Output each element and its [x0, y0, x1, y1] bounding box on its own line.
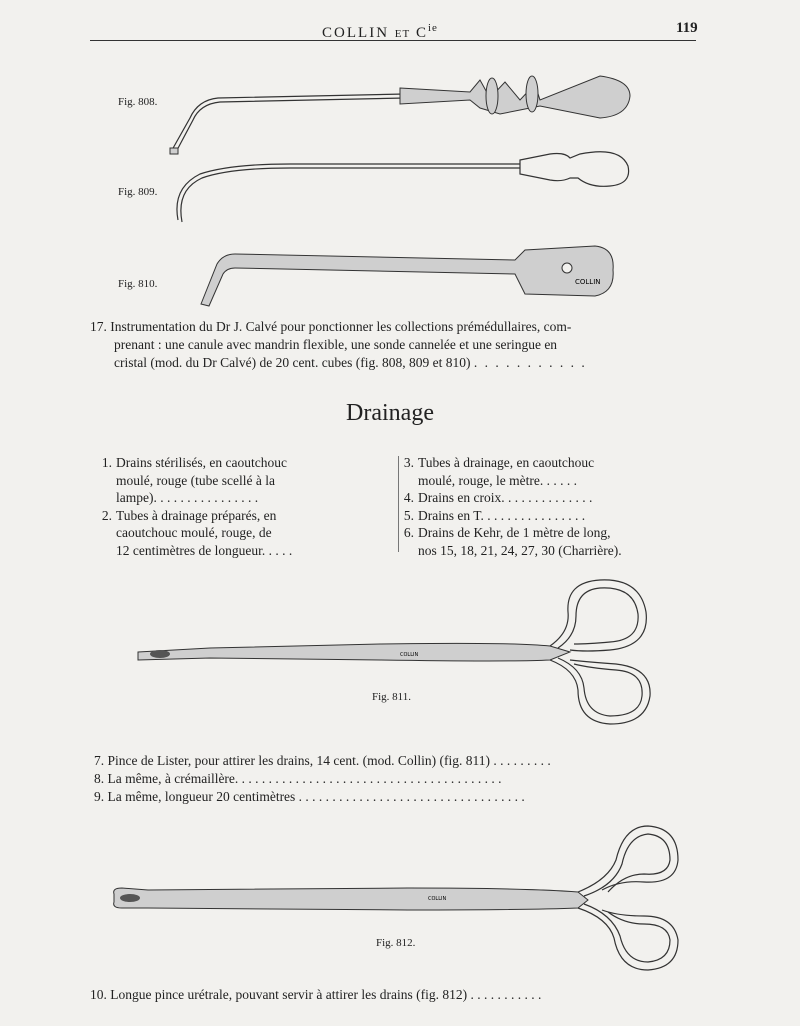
- item-17-leader: . . . . . . . . . . .: [473, 355, 587, 370]
- fig-811-engraving: COLLIN: [400, 652, 419, 658]
- fig-811-lister-forceps-illustration: [130, 572, 670, 742]
- item-text-line: Drains stérilisés, en caoutchouc: [116, 455, 287, 470]
- item-17-line-3-text: cristal (mod. du Dr Calvé) de 20 cent. cubes (fig. 808, 809 et 810): [114, 355, 471, 370]
- list-item: [392, 524, 682, 559]
- item-text-line: moulé, rouge, le mètre. . . . . .: [418, 472, 577, 488]
- list-item: [392, 489, 682, 507]
- list-item: [392, 454, 682, 489]
- item-text: [116, 507, 352, 560]
- fig-810-label: Fig. 810.: [118, 278, 158, 290]
- item-text: [418, 507, 682, 525]
- item-text-line: Drains de Kehr, de 1 mètre de long,: [418, 525, 611, 540]
- fig-810-engraving: COLLIN: [575, 278, 601, 286]
- fig-809-label: Fig. 809.: [118, 186, 158, 198]
- item-7: 7. Pince de Lister, pour attirer les drains, 14 cent. (mod. Collin) (fig. 811) . . . . . . . . .: [94, 753, 551, 768]
- item-9: 9. La même, longueur 20 centimètres . . . . . . . . . . . . . . . . . . . . . . . . . . . . . . . . . .: [94, 789, 525, 804]
- item-17-line-1: 17. Instrumentation du Dr J. Calvé pour ponctionner les collections prémédullaires, com-: [90, 319, 572, 334]
- section-title: Drainage: [346, 400, 434, 426]
- item-text-line: lampe). . . . . . . . . . . . . . . .: [116, 490, 259, 505]
- item-text-line: nos 15, 18, 21, 24, 27, 30 (Charrière).: [418, 542, 622, 558]
- item-text-line: 12 centimètres de longueur. . . . .: [116, 542, 293, 558]
- item-number: 3.: [403, 455, 414, 470]
- fig-812-engraving: COLLIN: [428, 896, 447, 902]
- header-title-sup: ie: [428, 22, 438, 34]
- item-text: [418, 524, 682, 559]
- header-title-left: COLLIN: [322, 25, 390, 41]
- item-17-line-2: prenant : une canule avec mandrin flexible, une sonde cannelée et une seringue en: [114, 337, 558, 352]
- item-17-line-3: [114, 354, 587, 372]
- fig-810-mandrin-illustration: [195, 240, 625, 310]
- item-number: 5.: [403, 507, 414, 523]
- item-text-line: Drains en croix. . . . . . . . . . . . . .: [418, 490, 593, 505]
- item-number: 2.: [101, 507, 112, 523]
- item-number: 6.: [403, 525, 414, 540]
- running-header: [0, 22, 760, 42]
- header-rule: [90, 40, 696, 41]
- item-text-line: Tubes à drainage préparés, en: [116, 507, 277, 523]
- fig-808-canula-illustration: [160, 70, 640, 160]
- item-text: [418, 454, 682, 489]
- header-title-mid: ET: [394, 28, 411, 40]
- fig-812-urethral-forceps-illustration: [108, 820, 688, 980]
- item-text: [116, 454, 352, 507]
- right-column: [392, 454, 682, 559]
- item-8: 8. La même, à crémaillère. . . . . . . . . . . . . . . . . . . . . . . . . . . . . . . . . . . . . . . .: [94, 771, 502, 786]
- item-number: 1.: [101, 455, 112, 470]
- item-text-line: Drains en T. . . . . . . . . . . . . . . .: [418, 507, 586, 523]
- header-title-right: C: [415, 25, 428, 41]
- fig-812-label: Fig. 812.: [376, 937, 416, 949]
- fig-809-sound-illustration: [170, 148, 640, 228]
- item-text-line: caoutchouc moulé, rouge, de: [116, 525, 272, 540]
- fig-808-label: Fig. 808.: [118, 96, 158, 108]
- item-text-line: Tubes à drainage, en caoutchouc: [418, 455, 595, 470]
- fig-811-label: Fig. 811.: [372, 691, 412, 703]
- list-item: [90, 507, 352, 560]
- left-column: [90, 454, 352, 559]
- item-number: 4.: [403, 490, 414, 505]
- list-item: [90, 454, 352, 507]
- item-10: 10. Longue pince urétrale, pouvant servir à attirer les drains (fig. 812) . . . . . . . . . . .: [90, 987, 542, 1002]
- item-text-line: moulé, rouge (tube scellé à la: [116, 472, 275, 488]
- list-item: [392, 507, 682, 525]
- item-text: [418, 489, 682, 507]
- page-number: 119: [676, 20, 698, 36]
